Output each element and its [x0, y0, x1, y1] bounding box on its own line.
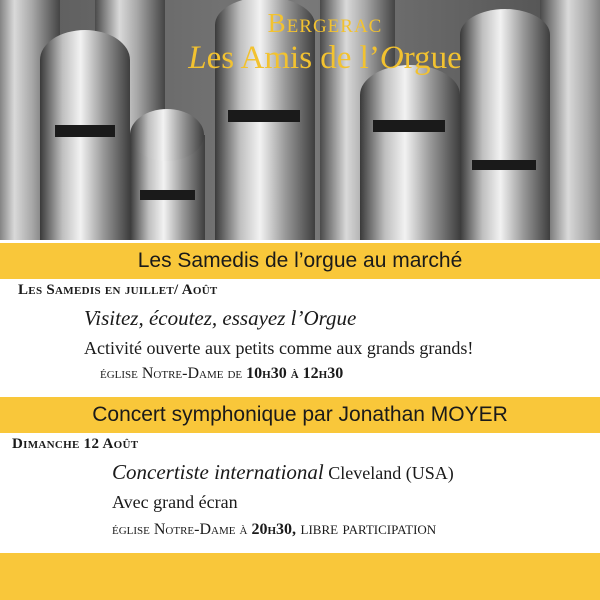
event1-title: Les Samedis de l’orgue au marché: [137, 249, 463, 272]
association-name: [50, 40, 600, 76]
event2-headline-line: [112, 460, 454, 485]
organ-pipes-photo: [0, 0, 600, 240]
event2-headline: Concertiste international: [112, 460, 324, 484]
event2-extra: Avec grand écran: [112, 492, 238, 512]
association-first-letter: L: [188, 40, 207, 76]
event1-venue-time: 10h30 à 12h30: [246, 365, 344, 382]
event1-venue: [100, 365, 343, 383]
event2-venue: [112, 518, 436, 539]
event1-date: Les Samedis en juillet/ Août: [18, 282, 218, 298]
association-name-part1: es Amis de l’: [206, 40, 380, 76]
event2-venue-suffix: libre participation: [296, 518, 437, 538]
event2-venue-time: 20h30,: [251, 521, 296, 538]
event1-venue-place: église Notre-Dame de: [100, 365, 247, 382]
footer-band: [0, 553, 600, 600]
event2-venue-place: église Notre-Dame à: [112, 521, 252, 538]
city-name: Bergerac: [267, 8, 383, 38]
event1-description: Activité ouverte aux petits comme aux grands grands!: [84, 338, 474, 358]
event2-date: Dimanche 12 Août: [12, 436, 139, 452]
association-name-part2: rgue: [403, 40, 462, 76]
event2-origin: Cleveland (USA): [323, 463, 454, 483]
association-second-letter: O: [379, 40, 404, 76]
hero-title: [0, 6, 600, 76]
event1-tagline: Visitez, écoutez, essayez l’Orgue: [84, 306, 357, 330]
event2-title: Concert symphonique par Jonathan MOYER: [92, 403, 508, 426]
